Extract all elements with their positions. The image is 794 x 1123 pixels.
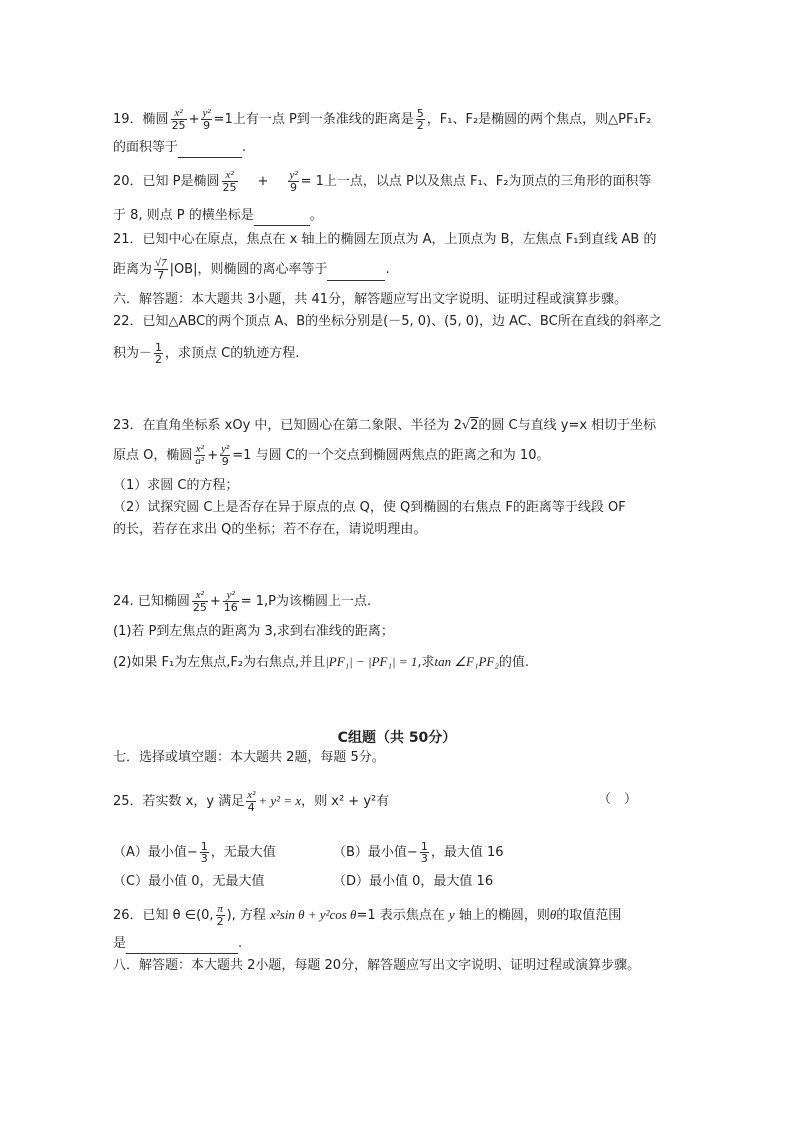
q22-line2: 积为－ $\frac{1}{2}$ ，求顶点 C的轨迹方程. xyxy=(113,341,300,366)
section-c-title: C组题（共 50分） xyxy=(337,730,457,746)
q19-line1: 19．椭圆 $\frac{\text{x²}}{25}$ + $\frac{\text{y²}}{9}$ =1上有一点 P到一条准线的距离是 $\frac{5}{2}$ ，F₁、F₂是椭圆的两个焦点，则△PF₁F₂ xyxy=(113,107,652,132)
section-6-heading: 六．解答题：本大题共 3小题，共 41分，解答题应写出文字说明、证明过程或演算步骤。 xyxy=(113,292,628,307)
fraction: $\frac{\text{x²}}{25}$ xyxy=(171,107,186,132)
sqrt-symbol: √ xyxy=(461,418,471,433)
option-b[interactable]: （B）最小值− $\frac{1}{3}$ ，最大值 16 xyxy=(333,840,504,865)
fraction: $\frac{\text{y²}}{16}$ xyxy=(223,589,238,614)
q26-line1: 26．已知 θ ∈(0, $\frac{\pi}{2}$ ), 方程 x²sin θ + y²cos θ=1 表示焦点在 y 轴上的椭圆，则θ的取值范围 xyxy=(113,903,622,928)
q21-line2: 距离为 $\frac{√7}{7}$ |OB|，则椭圆的离心率等于 . xyxy=(113,257,390,282)
q26-line2: 是 . xyxy=(113,934,242,954)
q20-line1: 20．已知 P是椭圆 $\frac{\text{x²}}{25}$ + $\frac{\text{y²}}{9}$ = 1上一点，以点 P以及焦点 F₁、F₂为顶点的三角形的面积等 xyxy=(113,169,652,194)
section-8-heading: 八．解答题：本大题共 2小题，每题 20分，解答题应写出文字说明、证明过程或演算步骤。 xyxy=(113,958,641,973)
fraction: $\frac{\text{y²}}{9}$ xyxy=(289,169,298,194)
fraction: $\frac{√7}{7}$ xyxy=(155,257,167,282)
option-c[interactable]: （C）最小值 0，无最大值 xyxy=(113,874,265,889)
fraction: $\frac{1}{3}$ xyxy=(200,840,208,865)
q23-line1: 23．在直角坐标系 xOy 中，已知圆心在第二象限、半径为 2√2的圆 C与直线 y=x 相切于坐标 xyxy=(113,418,657,433)
q24-part1: (1)若 P到左焦点的距离为 3,求到右准线的距离； xyxy=(113,624,394,639)
fraction: $\frac{\text{x²}}{\text{a²}}$ xyxy=(195,443,205,467)
fraction: $\frac{\pi}{2}$ xyxy=(216,903,224,928)
q23-part1: （1）求圆 C的方程； xyxy=(113,478,239,493)
answer-blank[interactable] xyxy=(327,266,385,281)
q19-line2: 的面积等于 . xyxy=(113,138,246,158)
answer-paren[interactable]: （ ） xyxy=(598,792,638,807)
answer-blank[interactable] xyxy=(126,939,238,954)
q22-line1: 22．已知△ABC的两个顶点 A、B的坐标分别是(－5, 0)、(5, 0)，边 AC、BC所在直线的斜率之 xyxy=(113,314,662,329)
q24-part2: (2)如果 F₁为左焦点,F₂为右焦点,并且|PF₁| − |PF₁| = 1,求tan ∠F₁PF₂的值. xyxy=(113,654,530,670)
q21-line1: 21．已知中心在原点，焦点在 x 轴上的椭圆左顶点为 A，上顶点为 B，左焦点 F₁到直线 AB 的 xyxy=(113,232,657,247)
fraction: $\frac{5}{2}$ xyxy=(416,107,424,132)
q23-line2: 原点 O，椭圆 $\frac{\text{x²}}{\text{a²}}$ + $\frac{\text{y²}}{9}$ =1 与圆 C的一个交点到椭圆两焦点的距离之和为 10。 xyxy=(113,443,550,468)
option-d[interactable]: （D）最小值 0，最大值 16 xyxy=(333,874,494,889)
fraction: $\frac{\text{x²}}{25}$ xyxy=(192,589,207,614)
answer-blank[interactable] xyxy=(254,211,310,226)
fraction: $\frac{1}{2}$ xyxy=(155,341,163,366)
fraction: $\frac{\text{y²}}{9}$ xyxy=(221,443,230,468)
fraction: $\frac{1}{3}$ xyxy=(420,840,428,865)
q23-part2-line1: （2）试探究圆 C上是否存在异于原点的点 Q，使 Q到椭圆的右焦点 F的距离等于线段 OF xyxy=(113,500,626,515)
option-a[interactable]: （A）最小值− $\frac{1}{3}$ ，无最大值 xyxy=(113,840,276,865)
answer-blank[interactable] xyxy=(178,143,242,158)
q25-line1: 25．若实数 x，y 满足 $\frac{\text{x²}}{4}$ + y² = x，则 x² + y²有 xyxy=(113,789,390,814)
q23-part2-line2: 的长，若存在求出 Q的坐标；若不存在，请说明理由。 xyxy=(113,522,427,537)
q24-line1: 24. 已知椭圆 $\frac{\text{x²}}{25}$ + $\frac{\text{y²}}{16}$ = 1,P为该椭圆上一点. xyxy=(113,589,372,614)
fraction: $\frac{\text{y²}}{9}$ xyxy=(202,107,211,132)
section-7-heading: 七．选择或填空题：本大题共 2题，每题 5分。 xyxy=(113,750,385,765)
fraction: $\frac{\text{x²}}{25}$ xyxy=(222,169,237,194)
fraction: $\frac{\text{x²}}{4}$ xyxy=(247,789,256,814)
q20-line2: 于 8, 则点 P 的横坐标是 。 xyxy=(113,206,323,226)
